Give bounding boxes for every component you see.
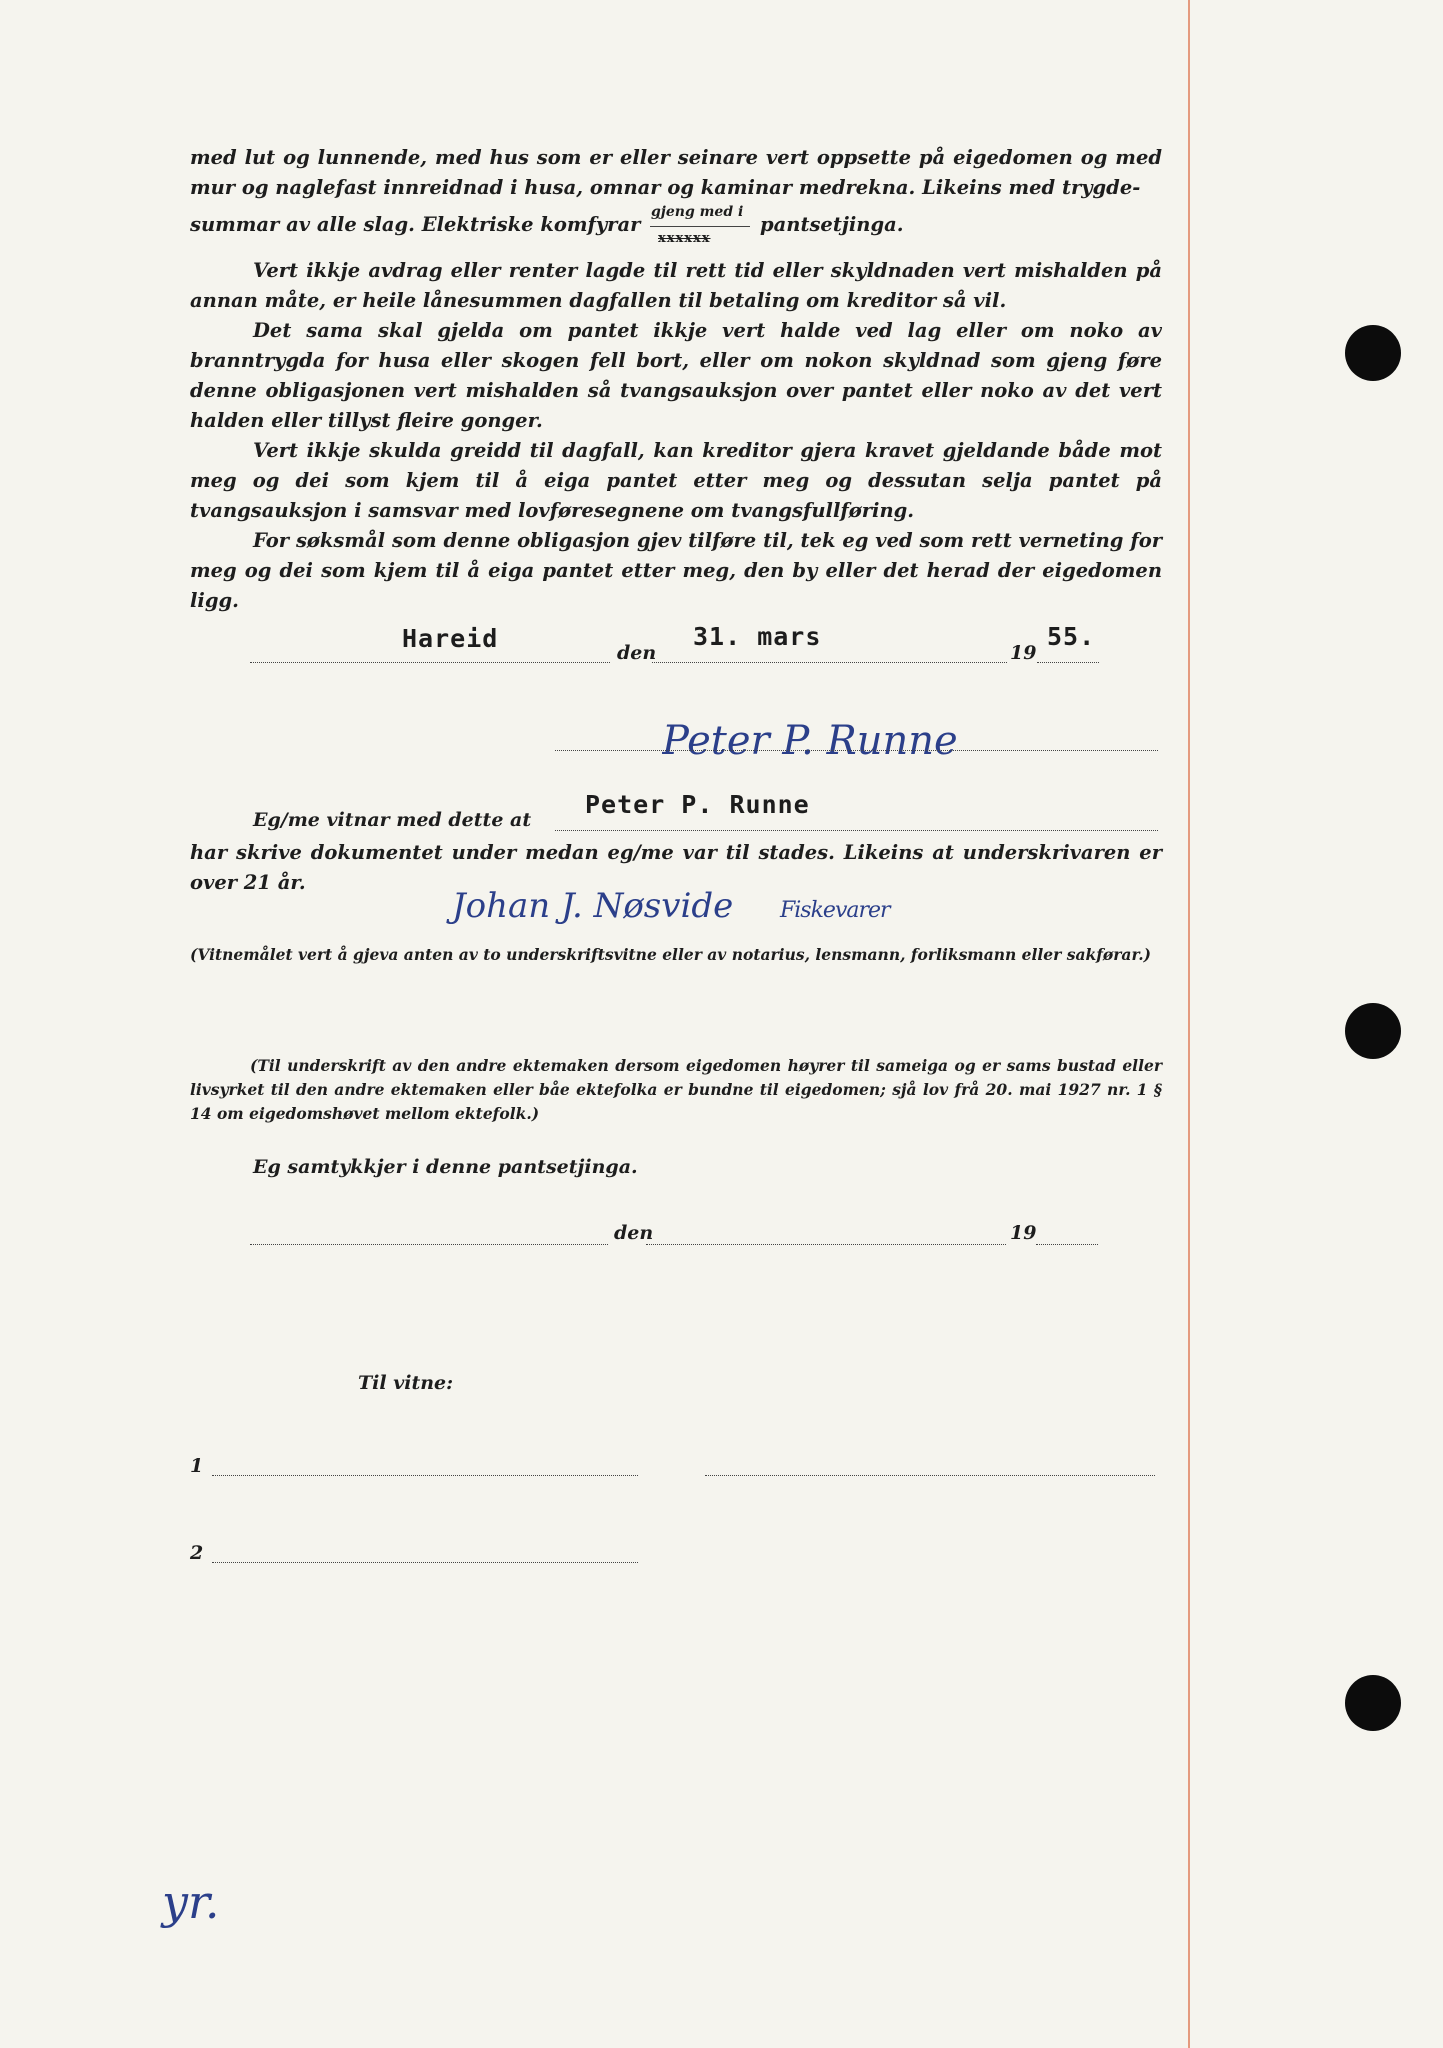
- paragraph-property-clause: med lut og lunnende, med hus som er eller seinare vert oppsette på eigedomen og med mur og naglefast innreidnad i husa, omnar og kaminar medrekna. Likeins med trygde-: [190, 146, 1162, 199]
- inserted-text: gjeng med i: [651, 204, 744, 220]
- paragraph-default-clause: Vert ikkje avdrag eller renter lagde til rett tid eller skyldnaden vert mishalden på annan måte, er heile lånesummen dagfallen til betaling om kreditor så vil.: [190, 259, 1162, 312]
- witness-line-1-right: [705, 1475, 1155, 1476]
- witness-note: (Vitnemålet vert å gjeva anten av to underskriftsvitne eller av notarius, lensmann, forliksmann eller sakførar.): [190, 945, 1151, 964]
- consent-date-line: [646, 1244, 1006, 1245]
- consent-place-line: [250, 1244, 608, 1245]
- witness-signature-2: Fiskevarer: [780, 898, 890, 923]
- punch-hole: [1345, 325, 1401, 381]
- witness-line-1-number: 1: [190, 1455, 204, 1477]
- struck-text: xxxxxx: [658, 231, 711, 246]
- witness-line-1: [212, 1475, 638, 1476]
- insert-rule: [650, 226, 750, 227]
- witness-name-line: [555, 830, 1158, 831]
- consent-text: Eg samtykkjer i denne pantsetjinga.: [253, 1156, 638, 1178]
- year-prefix: 19: [1010, 642, 1037, 664]
- date-line: [652, 662, 1007, 663]
- margin-rule: [1188, 0, 1190, 2048]
- til-vitne-label: Til vitne:: [358, 1372, 454, 1394]
- margin-mark: yr.: [162, 1875, 220, 1929]
- witness-statement: har skrive dokumentet under medan eg/me var til stades. Likeins at underskrivaren er over 21 år.: [190, 841, 1162, 894]
- punch-hole: [1345, 1675, 1401, 1731]
- paragraph-enforcement-clause: Vert ikkje skulda greidd til dagfall, kan kreditor gjera kravet gjeldande både mot meg og dei som kjem til å eiga pantet etter meg og dessutan selja pantet på tvangsauksjon i samsvar med lovføresegnene om tvangsfullføring.: [190, 439, 1162, 522]
- paragraph-venue-clause: For søksmål som denne obligasjon gjev tilføre til, tek eg ved som rett verneting for meg og dei som kjem til å eiga pantet etter meg, den by eller det herad der eigedomen ligg.: [190, 529, 1162, 612]
- witness-signature-1: Johan J. Nøsvide: [452, 886, 734, 926]
- svg-text:Peter P. Runne: Peter P. Runne: [662, 718, 958, 764]
- consent-year-prefix: 19: [1010, 1222, 1037, 1244]
- signature-line: [555, 750, 1158, 751]
- witness-line-2: [212, 1562, 638, 1563]
- paragraph-insurance-clause: Det sama skal gjelda om pantet ikkje vert halde ved lag eller om noko av branntrygda for husa eller skogen fell bort, eller om nokon skyldnad som gjeng føre denne obligasjonen vert mishalden så tvangsauksjon over pantet eller noko av det vert halden eller tillyst fleire gonger.: [190, 319, 1162, 432]
- year-line: [1037, 662, 1099, 663]
- place-value: Hareid: [402, 624, 499, 653]
- clause-text-end: pantsetjinga.: [760, 213, 904, 236]
- place-line: [250, 662, 610, 663]
- consent-year-line: [1036, 1244, 1098, 1245]
- witness-typed-name: Peter P. Runne: [585, 790, 810, 819]
- clause-text-start: summar av alle slag. Elektriske komfyrar: [190, 213, 641, 236]
- punch-hole: [1345, 1003, 1401, 1059]
- date-value: 31. mars: [693, 622, 822, 651]
- borrower-signature: [662, 708, 1002, 789]
- witness-line-2-number: 2: [190, 1542, 204, 1564]
- year-value: 55.: [1047, 622, 1096, 651]
- spouse-note: (Til underskrift av den andre ektemaken dersom eigedomen høyrer til sameiga og er sams bustad eller livsyrket til den andre ektemaken eller båe ektefolka er bundne til eigedomen; sjå lov frå 20. mai 1927 nr. 1 § 14 om eigedomshøvet mellom ektefolk.): [190, 1056, 1162, 1123]
- den-label: den: [617, 642, 657, 664]
- witness-prefix: Eg/me vitnar med dette at: [253, 809, 532, 831]
- paragraph-property-clause-end: [190, 213, 640, 236]
- consent-den-label: den: [614, 1222, 654, 1244]
- borrower-signature-graphic: [662, 708, 1002, 778]
